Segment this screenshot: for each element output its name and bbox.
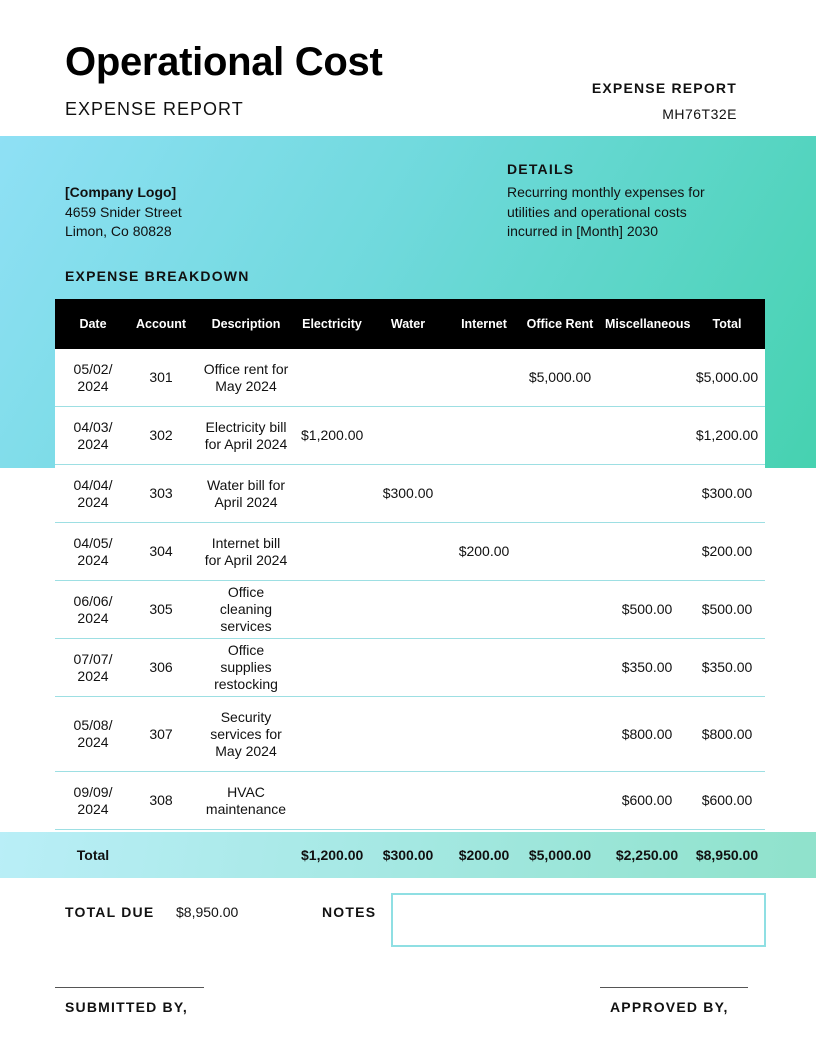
submitted-signature-line (55, 987, 204, 988)
cell-total: $300.00 (701, 485, 753, 501)
column-header-internet: Internet (461, 316, 507, 331)
totals-row (55, 832, 765, 878)
column-header-description: Description (211, 316, 281, 331)
total-internet: $200.00 (458, 846, 510, 863)
company-address-line2: Limon, Co 80828 (65, 223, 172, 239)
report-label: EXPENSE REPORT (591, 80, 737, 96)
page-title: Operational Cost (65, 40, 383, 84)
cell-description: Electricity bill for April 2024 (204, 418, 288, 452)
cell-total: $1,200.00 (695, 427, 759, 443)
column-header-electricity: Electricity (302, 316, 362, 331)
cell-miscellaneous: $600.00 (621, 792, 673, 808)
details-text: Recurring monthly expenses for utilities and operational costs incurred in [Month] 2030 (507, 184, 705, 239)
cell-date: 04/05/ 2024 (73, 534, 113, 568)
cell-total: $5,000.00 (695, 369, 759, 385)
notes-field[interactable] (391, 893, 766, 947)
cell-description: Office rent for May 2024 (203, 360, 289, 394)
expense-table (55, 299, 765, 830)
report-id: MH76T32E (662, 106, 737, 122)
cell-description: HVAC maintenance (205, 783, 287, 817)
breakdown-heading: EXPENSE BREAKDOWN (65, 268, 250, 284)
table-row (55, 639, 765, 697)
total-date: Total (76, 846, 110, 863)
total-total: $8,950.00 (695, 846, 759, 863)
cell-water: $300.00 (382, 485, 434, 501)
cell-miscellaneous: $350.00 (621, 659, 673, 675)
cell-total: $600.00 (701, 792, 753, 808)
total-due-label: TOTAL DUE (65, 904, 155, 920)
column-header-water: Water (390, 316, 426, 331)
cell-total: $200.00 (701, 543, 753, 559)
cell-date: 05/08/ 2024 (73, 717, 113, 750)
cell-account: 305 (149, 601, 173, 617)
table-row (55, 581, 765, 639)
total-miscellaneous: $2,250.00 (615, 846, 679, 863)
cell-date: 04/04/ 2024 (73, 476, 113, 510)
cell-electricity: $1,200.00 (301, 427, 364, 443)
cell-account: 303 (149, 485, 173, 501)
cell-account: 304 (149, 543, 173, 559)
column-header-total: Total (712, 316, 742, 331)
cell-date: 05/02/ 2024 (73, 360, 113, 394)
table-header-row (55, 299, 765, 349)
cell-description: Security services for May 2024 (210, 708, 282, 759)
cell-total: $500.00 (701, 601, 753, 617)
cell-total: $800.00 (701, 725, 753, 742)
column-header-miscellaneous: Miscellaneous (605, 316, 691, 331)
table-body (55, 349, 765, 830)
cell-account: 306 (149, 659, 173, 675)
table-row (55, 349, 765, 407)
table-row (55, 523, 765, 581)
cell-account: 308 (149, 792, 173, 808)
approved-by-label: APPROVED BY, (610, 999, 729, 1015)
total-due-value: $8,950.00 (176, 904, 239, 920)
cell-account: 307 (149, 725, 173, 742)
cell-account: 302 (149, 427, 173, 443)
company-logo-placeholder: [Company Logo] (65, 184, 177, 200)
cell-date: 04/03/ 2024 (73, 418, 113, 452)
cell-total: $350.00 (701, 659, 753, 675)
cell-account: 301 (149, 369, 173, 385)
total-electricity: $1,200.00 (301, 846, 364, 863)
total-water: $300.00 (382, 846, 434, 863)
cell-internet: $200.00 (458, 543, 510, 559)
details-heading: DETAILS (507, 161, 575, 177)
cell-description: Water bill for April 2024 (206, 476, 286, 510)
approved-signature-line (600, 987, 748, 988)
table-row (55, 407, 765, 465)
cell-description: Internet bill for April 2024 (204, 534, 288, 568)
cell-date: 06/06/ 2024 (73, 592, 113, 626)
column-header-account: Account (136, 316, 186, 331)
cell-date: 09/09/ 2024 (73, 783, 113, 817)
page-subtitle: EXPENSE REPORT (65, 99, 244, 119)
table-row (55, 772, 765, 830)
cell-description: Office supplies restocking (214, 642, 278, 692)
cell-description: Office cleaning services (219, 584, 273, 634)
company-block (65, 183, 182, 242)
cell-miscellaneous: $800.00 (621, 725, 673, 742)
notes-label: NOTES (322, 904, 377, 920)
cell-office-rent: $5,000.00 (528, 369, 592, 385)
table-row (55, 697, 765, 772)
cell-date: 07/07/ 2024 (73, 650, 113, 684)
column-header-office-rent: Office Rent (526, 316, 594, 331)
company-address-line1: 4659 Snider Street (65, 203, 182, 220)
cell-miscellaneous: $500.00 (621, 601, 673, 617)
submitted-by-label: SUBMITTED BY, (65, 999, 188, 1015)
total-office-rent: $5,000.00 (528, 846, 592, 863)
column-header-date: Date (79, 316, 107, 331)
table-row (55, 465, 765, 523)
